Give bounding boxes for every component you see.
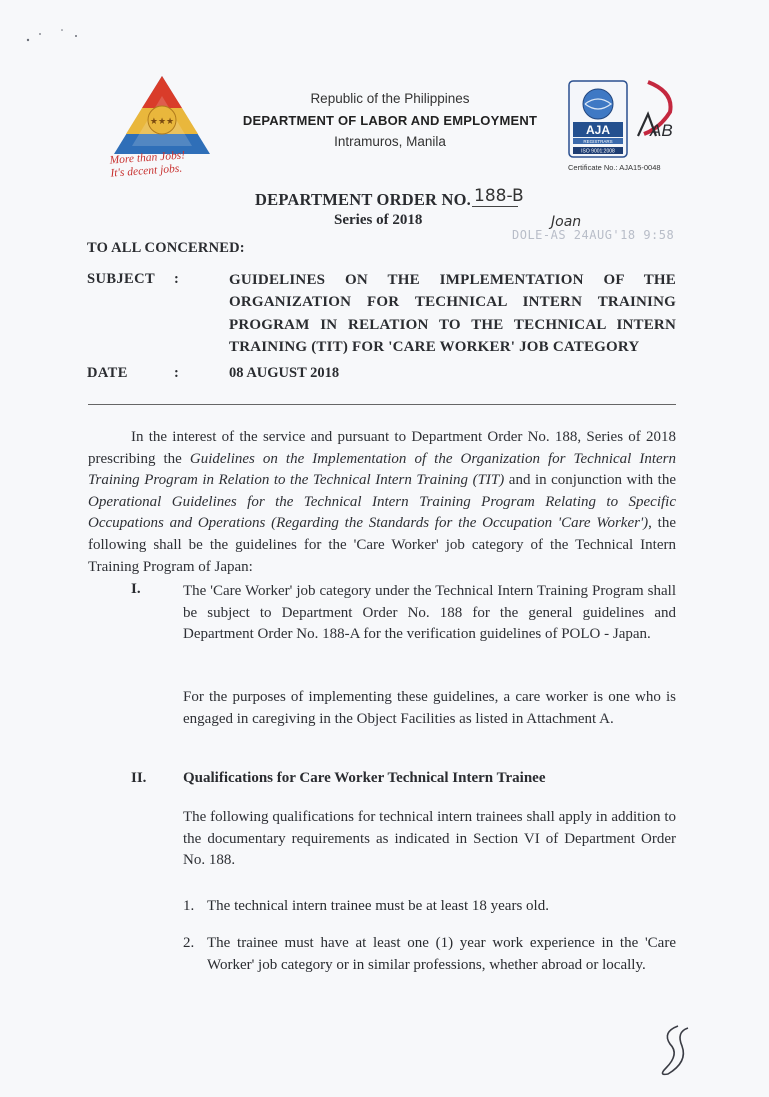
iso-text: ISO 9001:2008	[581, 148, 615, 155]
list-item-text: The trainee must have at least one (1) year work experience in the 'Care Worker' job category or in similar professions, whether abroad or locally.	[207, 935, 676, 973]
ukas-mark	[630, 78, 680, 148]
order-title: DEPARTMENT ORDER NO.	[255, 190, 471, 209]
dole-logo	[112, 74, 212, 158]
subject-colon: :	[174, 271, 179, 287]
tagline-line-2: It's decent jobs.	[110, 162, 183, 180]
certificate-number: Certificate No.: AJA15-0048	[568, 163, 661, 172]
department-location: Intramuros, Manila	[334, 134, 446, 149]
section-2-number: II.	[131, 770, 147, 786]
addressee: TO ALL CONCERNED:	[87, 240, 245, 256]
section-1-paragraph-1: The 'Care Worker' job category under the Technical Intern Training Program shall be subject to Department Order No. 188 for the general guidelines and Department Order No. 188-A for the verification guidelines of POLO - Japan.	[183, 583, 676, 643]
section-1-paragraph-2: For the purposes of implementing these guidelines, a care worker is one who is engaged in caregiving in the Object Facilities as listed in Attachment A.	[183, 689, 676, 727]
section-2-heading: Qualifications for Care Worker Technical Intern Trainee	[183, 770, 546, 786]
tagline-line-1: More than Jobs!	[109, 149, 186, 167]
date-label: DATE	[87, 365, 128, 381]
intro-text-3: , the following shall be the guidelines for the 'Care Worker' job category of the Technical Intern Training Program of Japan:	[88, 515, 676, 575]
order-number-underline	[472, 206, 518, 207]
republic-line: Republic of the Philippines	[310, 91, 470, 106]
aja-certification-badge	[568, 80, 628, 158]
registrars-text: REGISTRARS	[583, 139, 613, 144]
list-item-text: The technical intern trainee must be at least 18 years old.	[207, 898, 549, 914]
list-item-number: 1.	[183, 898, 195, 914]
intro-italic-1: Guidelines on the Implementation of the Organization for Technical Intern Training Program in Relation to the Technical Intern Training (TIT)	[88, 450, 676, 489]
handwritten-initial	[648, 1022, 698, 1078]
aja-text: AJA	[585, 123, 611, 137]
svg-text:★★★: ★★★	[149, 117, 175, 127]
ab-text: AB	[650, 121, 673, 140]
intro-italic-2: Operational Guidelines for the Technical Intern Training Program Relating to Specific Occupations and Operations (Regarding the Standards for the Occupation 'Care Worker')	[88, 493, 676, 532]
department-name: DEPARTMENT OF LABOR AND EMPLOYMENT	[242, 113, 538, 128]
order-number: 188-B	[474, 186, 524, 206]
logo-tagline	[109, 149, 186, 180]
subject-label: SUBJECT	[87, 271, 156, 287]
subject-text: GUIDELINES ON THE IMPLEMENTATION OF THE ORGANIZATION FOR TECHNICAL INTERN TRAINING PROGRAM IN RELATION TO THE TECHNICAL INTERN TRAINING (TIT) FOR 'CARE WORKER' JOB CATEGORY	[229, 272, 676, 355]
divider	[88, 404, 676, 405]
intro-text-2: and in conjunction with the	[504, 472, 677, 489]
date-colon: :	[174, 365, 179, 381]
scan-speckles	[20, 20, 90, 50]
section-1-number: I.	[131, 581, 141, 597]
list-item-number: 2.	[183, 935, 195, 951]
handwritten-note: Joan	[551, 214, 582, 230]
intro-text-1: In the interest of the service and pursuant to Department Order No. 188, Series of 2018 prescribing the	[88, 429, 676, 467]
date-value: 08 AUGUST 2018	[229, 365, 340, 381]
section-2-paragraph: The following qualifications for technical intern trainees shall apply in addition to the documentary requirements as indicated in Section VI of Department Order No. 188.	[183, 809, 676, 869]
received-stamp: DOLE-AS 24AUG'18 9:58	[512, 228, 675, 242]
order-series: Series of 2018	[334, 212, 423, 228]
intro-paragraph	[88, 427, 676, 578]
